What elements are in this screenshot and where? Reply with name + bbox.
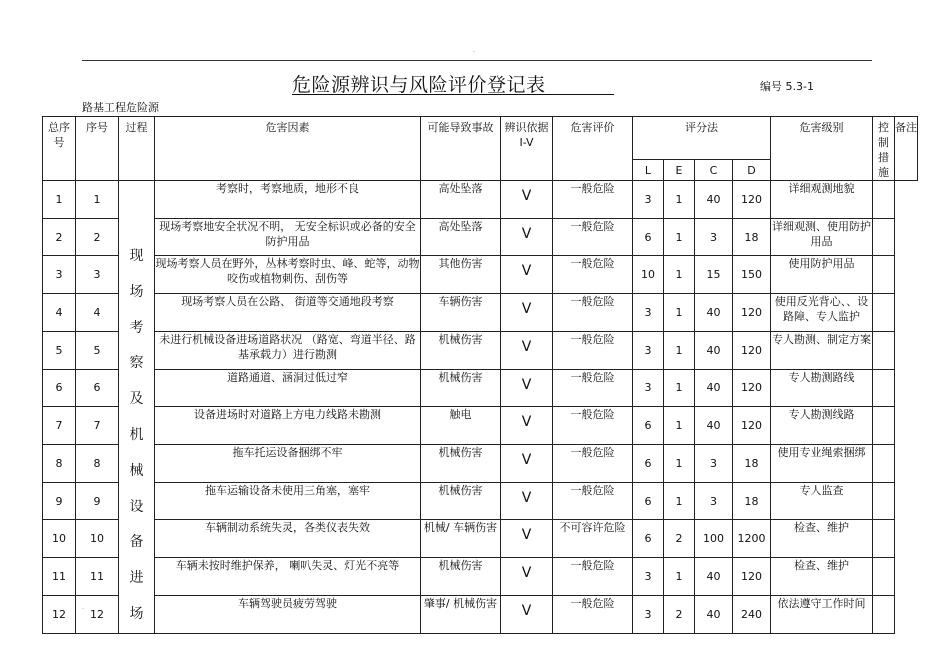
D-cell: 120 — [733, 294, 771, 332]
header-D: D — [733, 160, 771, 181]
table-row — [43, 407, 918, 445]
E-cell: 1 — [664, 482, 695, 520]
basis-mark: V — [521, 565, 532, 582]
L-cell: 6 — [633, 482, 664, 520]
L-cell: 3 — [633, 294, 664, 332]
header-level: 危害级别 — [771, 117, 873, 181]
accident-cell: 高处坠落 — [421, 181, 501, 219]
basis-cell — [501, 445, 553, 483]
no-cell: 4 — [76, 294, 119, 332]
E-cell: 2 — [664, 595, 695, 633]
control-cell: 详细观测、使用防护用品 — [771, 218, 873, 256]
header-C: C — [695, 160, 733, 181]
L-cell: 6 — [633, 520, 664, 558]
C-cell: 40 — [695, 181, 733, 219]
evaluation-cell: 一般危险 — [553, 256, 633, 294]
table-row — [43, 218, 918, 256]
evaluation-cell: 一般危险 — [553, 482, 633, 520]
C-cell: 40 — [695, 331, 733, 369]
header-basis: 辨识依据 I-V — [501, 117, 553, 181]
accident-cell: 其他伤害 — [421, 256, 501, 294]
page-title: 危险源辨识与风险评价登记表 — [292, 74, 546, 96]
evaluation-cell: 一般危险 — [553, 558, 633, 596]
control-cell: 详细观测地貌 — [771, 181, 873, 219]
no-cell: 5 — [76, 331, 119, 369]
accident-cell: 机械伤害 — [421, 558, 501, 596]
D-cell: 18 — [733, 482, 771, 520]
D-cell: 1200 — [733, 520, 771, 558]
header-total-no: 总序号 — [43, 117, 76, 181]
remark-cell — [873, 218, 895, 256]
control-cell: 检查、维护 — [771, 520, 873, 558]
C-cell: 40 — [695, 558, 733, 596]
table-row — [43, 445, 918, 483]
C-cell: 3 — [695, 218, 733, 256]
basis-cell — [501, 558, 553, 596]
basis-mark: V — [521, 376, 532, 393]
hazard-cell: 设备进场时对道路上方电力线路未勘测 — [155, 407, 421, 445]
E-cell: 1 — [664, 256, 695, 294]
basis-cell — [501, 407, 553, 445]
L-cell: 10 — [633, 256, 664, 294]
C-cell: 40 — [695, 595, 733, 633]
total-no-cell: 5 — [43, 331, 76, 369]
control-cell: 专人勘测、制定方案 — [771, 331, 873, 369]
evaluation-cell: 一般危险 — [553, 445, 633, 483]
header-no: 序号 — [76, 117, 119, 181]
accident-cell: 机械伤害 — [421, 445, 501, 483]
section-label: 路基工程危险源 — [82, 101, 159, 114]
D-cell: 120 — [733, 558, 771, 596]
L-cell: 3 — [633, 595, 664, 633]
evaluation-cell: 一般危险 — [553, 294, 633, 332]
E-cell: 1 — [664, 445, 695, 483]
table-row — [43, 256, 918, 294]
total-no-cell: 1 — [43, 181, 76, 219]
no-cell: 6 — [76, 369, 119, 407]
top-dot: · — [473, 49, 475, 56]
remark-cell — [873, 331, 895, 369]
remark-cell — [873, 407, 895, 445]
basis-mark: V — [521, 452, 532, 469]
process-char: 备 — [129, 534, 144, 551]
process-char: 械 — [129, 462, 144, 479]
basis-cell — [501, 595, 553, 633]
process-char: 进 — [129, 570, 144, 587]
process-char: 察 — [129, 355, 144, 372]
remark-cell — [873, 558, 895, 596]
D-cell: 150 — [733, 256, 771, 294]
hazard-cell: 考察时，考察地质，地形不良 — [155, 181, 421, 219]
process-char: 考 — [129, 319, 144, 336]
total-no-cell: 7 — [43, 407, 76, 445]
total-no-cell: 6 — [43, 369, 76, 407]
accident-cell: 车辆伤害 — [421, 294, 501, 332]
E-cell: 1 — [664, 369, 695, 407]
C-cell: 40 — [695, 407, 733, 445]
basis-mark: V — [521, 338, 532, 355]
header-remark: 备注 — [895, 117, 918, 181]
L-cell: 6 — [633, 407, 664, 445]
remark-cell — [873, 595, 895, 633]
header-evaluation: 危害评价 — [553, 117, 633, 181]
E-cell: 1 — [664, 181, 695, 219]
D-cell: 120 — [733, 331, 771, 369]
E-cell: 1 — [664, 218, 695, 256]
control-cell: 专人监查 — [771, 482, 873, 520]
accident-cell: 触电 — [421, 407, 501, 445]
title-underline — [292, 94, 614, 95]
control-cell: 使用专业绳索捆绑 — [771, 445, 873, 483]
remark-cell — [873, 181, 895, 219]
total-no-cell: 12 — [43, 595, 76, 633]
header-process: 过程 — [119, 117, 155, 181]
C-cell: 40 — [695, 294, 733, 332]
table-row — [43, 558, 918, 596]
basis-cell — [501, 520, 553, 558]
accident-cell: 肇事/ 机械伤害 — [421, 595, 501, 633]
control-cell: 使用防护用品 — [771, 256, 873, 294]
header-method: 评分法 — [633, 117, 771, 160]
C-cell: 100 — [695, 520, 733, 558]
accident-cell: 机械/ 车辆伤害 — [421, 520, 501, 558]
table-row — [43, 331, 918, 369]
remark-cell — [873, 482, 895, 520]
accident-cell: 机械伤害 — [421, 482, 501, 520]
D-cell: 18 — [733, 218, 771, 256]
evaluation-cell: 不可容许危险 — [553, 520, 633, 558]
hazard-cell: 现场考察地安全状况不明， 无安全标识或必备的安全防护用品 — [155, 218, 421, 256]
basis-mark: V — [521, 301, 532, 318]
E-cell: 1 — [664, 558, 695, 596]
hazard-cell: 拖车托运设备捆绑不牢 — [155, 445, 421, 483]
L-cell: 3 — [633, 558, 664, 596]
header-accident: 可能导致事故 — [421, 117, 501, 181]
no-cell: 8 — [76, 445, 119, 483]
basis-mark: V — [521, 527, 532, 544]
E-cell: 1 — [664, 407, 695, 445]
L-cell: 3 — [633, 369, 664, 407]
control-cell: 使用反光背心、、设路障、专人监护 — [771, 294, 873, 332]
no-cell: 9 — [76, 482, 119, 520]
basis-cell — [501, 331, 553, 369]
process-char: 及 — [129, 391, 144, 408]
top-rule — [82, 60, 872, 61]
evaluation-cell: 一般危险 — [553, 595, 633, 633]
total-no-cell: 3 — [43, 256, 76, 294]
total-no-cell: 10 — [43, 520, 76, 558]
table-row — [43, 294, 918, 332]
D-cell: 240 — [733, 595, 771, 633]
total-no-cell: 9 — [43, 482, 76, 520]
D-cell: 120 — [733, 407, 771, 445]
evaluation-cell: 一般危险 — [553, 407, 633, 445]
L-cell: 3 — [633, 181, 664, 219]
hazard-cell: 现场考察人员在公路、 街道等交通地段考察 — [155, 294, 421, 332]
total-no-cell: 4 — [43, 294, 76, 332]
table-row — [43, 520, 918, 558]
header-E: E — [664, 160, 695, 181]
process-cell — [119, 181, 155, 634]
L-cell: 6 — [633, 218, 664, 256]
L-cell: 3 — [633, 331, 664, 369]
bottom-dot: · — [82, 606, 84, 613]
hazard-cell: 拖车运输设备未使用三角塞，塞牢 — [155, 482, 421, 520]
table-row — [43, 369, 918, 407]
no-cell: 11 — [76, 558, 119, 596]
remark-cell — [873, 369, 895, 407]
D-cell: 18 — [733, 445, 771, 483]
header-control: 控制措施 — [873, 117, 895, 181]
no-cell: 1 — [76, 181, 119, 219]
table-row — [43, 181, 918, 219]
evaluation-cell: 一般危险 — [553, 369, 633, 407]
basis-cell — [501, 256, 553, 294]
process-char: 场 — [129, 283, 144, 300]
accident-cell: 机械伤害 — [421, 369, 501, 407]
E-cell: 1 — [664, 331, 695, 369]
process-char: 机 — [129, 426, 144, 443]
hazard-cell: 道路通道、涵洞过低过窄 — [155, 369, 421, 407]
C-cell: 3 — [695, 445, 733, 483]
basis-mark: V — [521, 225, 532, 242]
basis-mark: V — [521, 489, 532, 506]
remark-cell — [873, 445, 895, 483]
basis-mark: V — [521, 414, 532, 431]
total-no-cell: 11 — [43, 558, 76, 596]
header-L: L — [633, 160, 664, 181]
no-cell: 2 — [76, 218, 119, 256]
hazard-cell: 未进行机械设备进场道路状况 （路宽、弯道半径、路基承载力）进行勘测 — [155, 331, 421, 369]
hazard-cell: 车辆未按时维护保养， 喇叭失灵、灯光不亮等 — [155, 558, 421, 596]
hazard-cell: 现场考察人员在野外，丛林考察时虫、峰、蛇等，动物咬伤或植物刺伤、刮伤等 — [155, 256, 421, 294]
process-char: 设 — [129, 498, 144, 515]
basis-cell — [501, 294, 553, 332]
table-row — [43, 595, 918, 633]
hazard-cell: 车辆驾驶员疲劳驾驶 — [155, 595, 421, 633]
control-cell: 专人勘测路线 — [771, 369, 873, 407]
basis-mark: V — [521, 263, 532, 280]
C-cell: 3 — [695, 482, 733, 520]
basis-cell — [501, 181, 553, 219]
table-row — [43, 482, 918, 520]
D-cell: 120 — [733, 369, 771, 407]
document-code: 编号 5.3-1 — [760, 80, 814, 93]
C-cell: 15 — [695, 256, 733, 294]
header-hazard: 危害因素 — [155, 117, 421, 181]
control-cell: 依法遵守工作时间 — [771, 595, 873, 633]
evaluation-cell: 一般危险 — [553, 218, 633, 256]
basis-mark: V — [521, 602, 532, 619]
control-cell: 专人勘测线路 — [771, 407, 873, 445]
remark-cell — [873, 256, 895, 294]
total-no-cell: 8 — [43, 445, 76, 483]
accident-cell: 机械伤害 — [421, 331, 501, 369]
basis-cell — [501, 218, 553, 256]
no-cell: 7 — [76, 407, 119, 445]
no-cell: 12 — [76, 595, 119, 633]
accident-cell: 高处坠落 — [421, 218, 501, 256]
D-cell: 120 — [733, 181, 771, 219]
process-char: 现 — [129, 248, 144, 264]
hazard-register-table — [42, 116, 918, 634]
basis-cell — [501, 369, 553, 407]
E-cell: 1 — [664, 294, 695, 332]
hazard-cell: 车辆制动系统失灵，各类仪表失效 — [155, 520, 421, 558]
E-cell: 2 — [664, 520, 695, 558]
remark-cell — [873, 294, 895, 332]
no-cell: 10 — [76, 520, 119, 558]
no-cell: 3 — [76, 256, 119, 294]
evaluation-cell: 一般危险 — [553, 331, 633, 369]
total-no-cell: 2 — [43, 218, 76, 256]
C-cell: 40 — [695, 369, 733, 407]
basis-cell — [501, 482, 553, 520]
remark-cell — [873, 520, 895, 558]
basis-mark: V — [521, 188, 532, 204]
L-cell: 6 — [633, 445, 664, 483]
control-cell: 检查、维护 — [771, 558, 873, 596]
process-char: 场 — [129, 605, 144, 622]
evaluation-cell: 一般危险 — [553, 181, 633, 219]
